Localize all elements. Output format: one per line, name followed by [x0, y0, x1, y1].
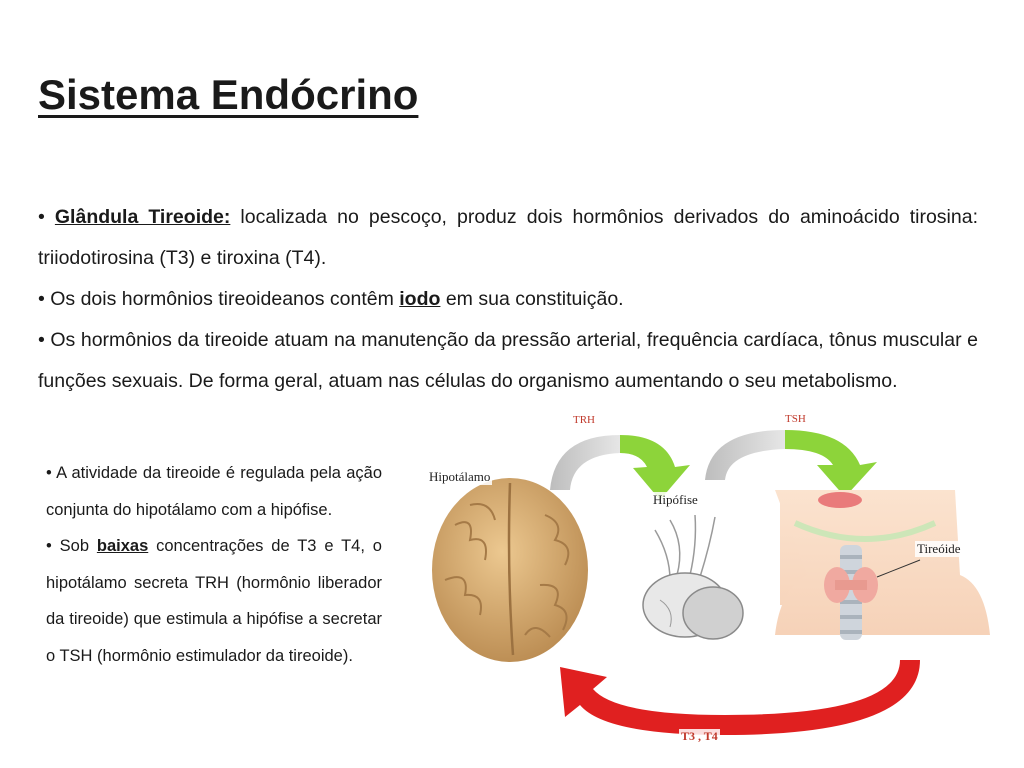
bullet-text: em sua constituição. [440, 288, 624, 310]
label-tsh: TSH [785, 413, 806, 425]
diagram-illustration [415, 405, 995, 760]
bullet-text: concentrações de T3 e T4, o hipotálamo secreta TRH (hormônio liberador da tireoide) que estimula a hipófise a secretar o TSH (hormônio estimulador da tireoide). [46, 537, 382, 665]
pituitary-illustration [643, 515, 743, 639]
tsh-arrow [705, 430, 877, 497]
bullet-text: • Os dois hormônios tireoideanos contêm [38, 288, 400, 310]
label-pituitary: Hipófise [653, 492, 698, 507]
term-thyroid-gland: Glândula Tireoide: [54, 206, 231, 228]
bullet-hormone-functions: • Os hormônios da tireoide atuam na manutenção da pressão arterial, frequência cardíaca, tônus muscular e funções sexuais. De forma geral, atuam nas células do organismo aumentando o seu metabolismo. [38, 329, 978, 392]
term-iodine: iodo [399, 288, 441, 310]
side-bullet-list [46, 455, 382, 674]
trh-arrow [550, 435, 690, 500]
hormone-feedback-diagram [415, 405, 995, 760]
bullet-marker: • [38, 206, 45, 228]
neck-thyroid-illustration [775, 490, 990, 640]
label-trh: TRH [573, 414, 595, 426]
label-hypothalamus: Hipotálamo [429, 469, 491, 484]
term-low: baixas [96, 537, 149, 555]
t3-t4-feedback-arrow [560, 660, 920, 735]
bullet-low-concentration [46, 528, 382, 674]
brain-illustration [432, 478, 588, 662]
bullet-iodine [38, 279, 978, 320]
slide-title: Sistema Endócrino [38, 71, 419, 118]
label-thyroid: Tireóide [917, 541, 961, 556]
main-bullet-list [38, 197, 978, 402]
bullet-text: localizada no pescoço, produz dois hormônios derivados do aminoácido tirosina: triiodotirosina (T3) e tiroxina (T4). [38, 206, 978, 269]
bullet-thyroid-gland [38, 197, 978, 279]
bullet-regulation: • A atividade da tireoide é regulada pela ação conjunta do hipotálamo com a hipófise. [46, 464, 382, 519]
label-t3-t4: T3 , T4 [681, 729, 718, 743]
bullet-text: • Sob [46, 537, 97, 555]
